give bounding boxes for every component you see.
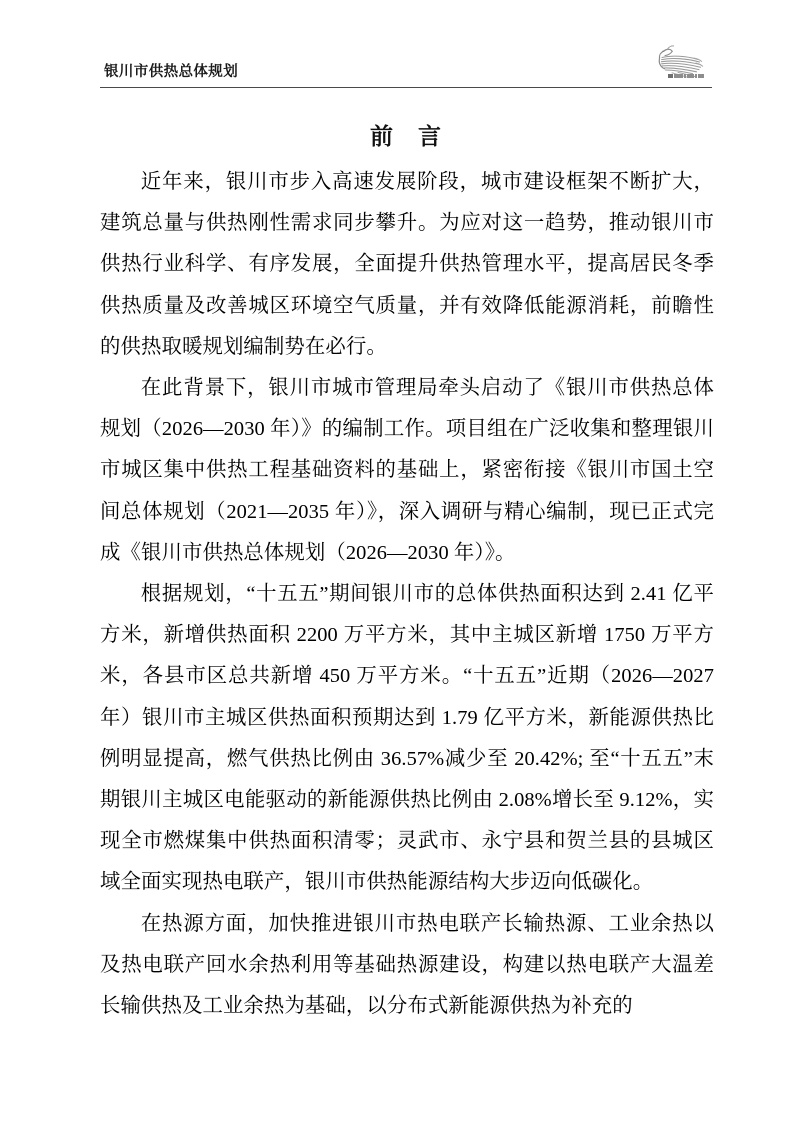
paragraph: 在热源方面，加快推进银川市热电联产长输热源、工业余热以及热电联产回水余热利用等基础热源建设，构建以热电联产大温差长输供热及工业余热为基础，以分布式新能源供热为补充的	[100, 912, 714, 1018]
paragraph: 在此背景下，银川市城市管理局牵头启动了《银川市供热总体规划（2026—2030 年）》的编制工作。项目组在广泛收集和整理银川市城区集中供热工程基础资料的基础上，紧密衔接《银川市国土空间总体规划（2021—2035 年）》，深入调研与精心编制，现已正式完成《银川市供热总体规划（2026—2030 年）》。	[100, 377, 714, 564]
logo-caption-text	[668, 73, 708, 78]
body-text-area	[100, 162, 714, 1027]
paragraph: 近年来，银川市步入高速发展阶段，城市建设框架不断扩大，建筑总量与供热刚性需求同步攀升。为应对这一趋势，推动银川市供热行业科学、有序发展，全面提升供热管理水平，提高居民冬季供热质量及改善城区环境空气质量，并有效降低能源消耗，前瞻性的供热取暖规划编制势在必行。	[100, 171, 714, 358]
header-document-title: 银川市供热总体规划	[104, 64, 239, 80]
phoenix-bird-logo-icon	[648, 42, 714, 86]
page-title: 前 言	[370, 123, 442, 149]
page-header	[100, 46, 712, 90]
header-divider-rule	[100, 87, 712, 88]
paragraph: 根据规划，“十五五”期间银川市的总体供热面积达到 2.41 亿平方米，新增供热面积 2200 万平方米，其中主城区新增 1750 万平方米，各县市区总共新增 450 万平方米。“十五五”近期（2026—2027 年）银川市主城区供热面积预期达到 1.79 亿平方米，新能源供热比例明显提高，燃气供热比例由 36.57%减少至 20.42%; 至“十五五”末期银川主城区电能驱动的新能源供热比例由 2.08%增长至 9.12%，实现全市燃煤集中供热面积清零；灵武市、永宁县和贺兰县的县城区域全面实现热电联产，银川市供热能源结构大步迈向低碳化。	[100, 583, 714, 894]
